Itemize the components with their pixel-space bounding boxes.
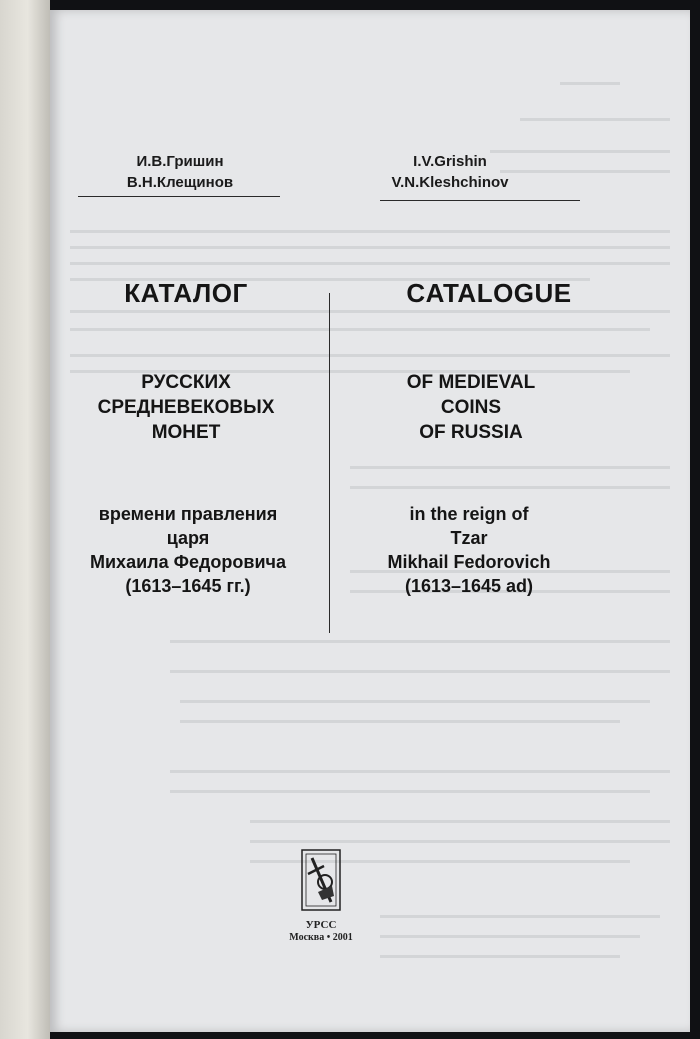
publisher-name: УРСС bbox=[305, 919, 337, 931]
reign-ru-line: (1613–1645 гг.) bbox=[125, 576, 251, 596]
publisher-city-year: Москва • 2001 bbox=[289, 932, 353, 943]
subtitle-en-line: COINS bbox=[440, 397, 502, 418]
reign-ru-line: Михаила Федоровича bbox=[90, 552, 286, 572]
left-page-edge bbox=[0, 0, 50, 1039]
reign-en bbox=[346, 502, 592, 598]
title-ru: КАТАЛОГ bbox=[124, 278, 248, 308]
subtitle-en-line: OF MEDIEVAL bbox=[406, 372, 536, 393]
sword-knight-emblem-icon bbox=[298, 848, 344, 914]
author-ru-1: И.В.Гришин bbox=[136, 153, 224, 170]
reign-ru bbox=[50, 502, 326, 598]
title-page bbox=[50, 10, 690, 1032]
reign-ru-line: времени правления bbox=[98, 504, 278, 524]
subtitle-ru-line: РУССКИХ bbox=[141, 372, 231, 393]
subtitle-ru-line: СРЕДНЕВЕКОВЫХ bbox=[97, 397, 275, 418]
subtitle-ru-line: МОНЕТ bbox=[151, 422, 221, 443]
reign-en-line: (1613–1645 ad) bbox=[404, 576, 534, 596]
center-divider bbox=[329, 293, 330, 633]
author-en-1: I.V.Grishin bbox=[413, 153, 487, 170]
subtitle-ru bbox=[50, 370, 322, 445]
reign-en-line: Tzar bbox=[450, 528, 488, 548]
author-en-2: V.N.Kleshchinov bbox=[391, 174, 509, 191]
author-ru-2: В.Н.Клещинов bbox=[126, 174, 234, 191]
subtitle-en-line: OF RUSSIA bbox=[419, 422, 523, 443]
reign-en-line: Mikhail Fedorovich bbox=[387, 552, 551, 572]
author-en-underline bbox=[380, 200, 580, 201]
author-ru-underline bbox=[78, 196, 280, 197]
subtitle-en bbox=[346, 370, 596, 445]
reign-en-line: in the reign of bbox=[409, 504, 529, 524]
title-en: CATALOGUE bbox=[406, 278, 572, 308]
reign-ru-line: царя bbox=[166, 528, 210, 548]
